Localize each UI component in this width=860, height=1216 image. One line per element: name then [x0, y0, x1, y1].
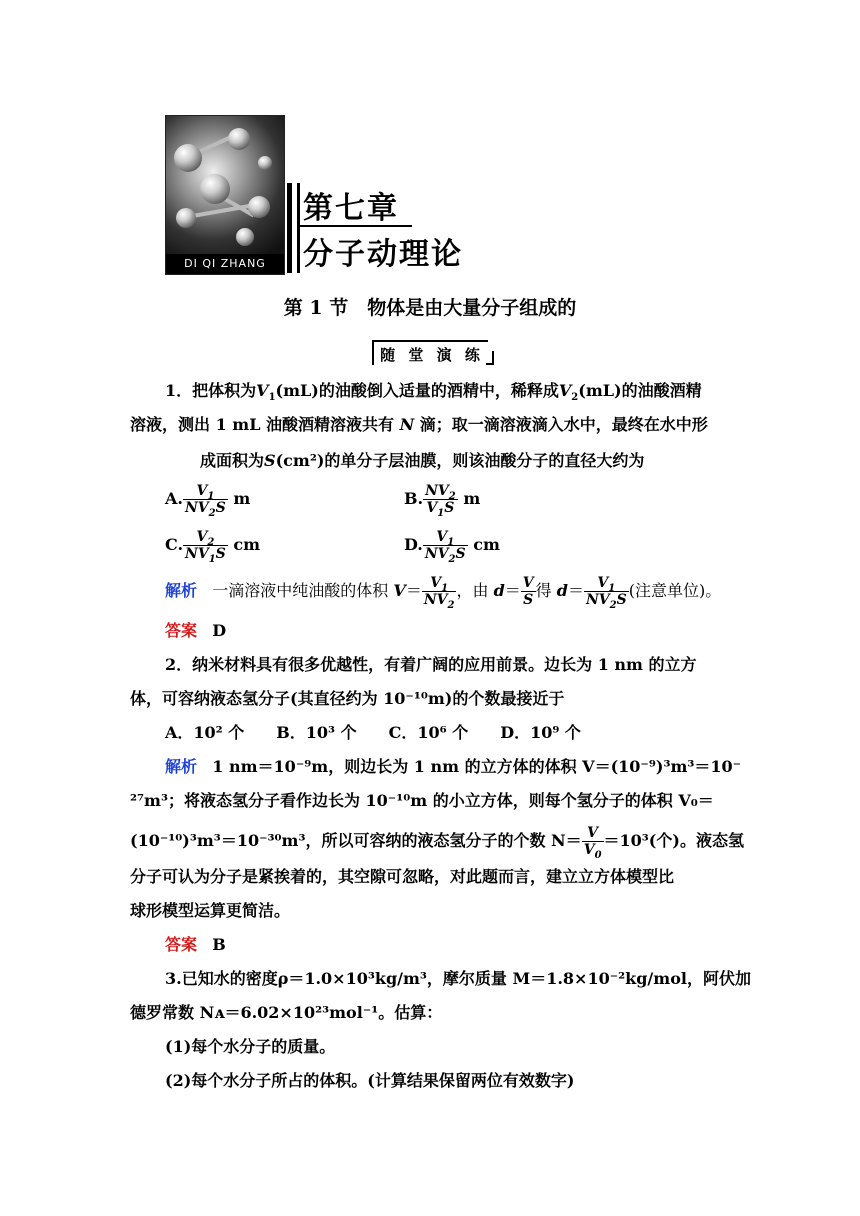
q2-stem-line1: 2．纳米材料具有很多优越性，有着广阔的应用前景。边长为 1 nm 的立方 — [165, 655, 697, 674]
q1-option-d: D. $\frac{V_1}{NV_2S}$ cm — [404, 529, 500, 565]
q1-option-a: A. $\frac{V_1}{NV_2S}$ m — [165, 483, 251, 519]
q1-analysis: 解析 一滴溶液中纯油酸的体积 V＝ $\frac{V_1}{NV_2}$ ，由 d＝ $\frac{V}{S}$ 得 d＝ $\frac{V_1}{NV_2S}$ (注意单位)。 — [165, 575, 722, 611]
q3-stem-line2: 德罗常数 Nᴀ＝6.02×10²³mol⁻¹。估算： — [130, 1003, 443, 1022]
chapter-subtitle: 分子动理论 — [303, 237, 463, 272]
q1-option-b: B. $\frac{NV_2}{V_1S}$ m — [404, 483, 481, 519]
q2-answer: 答案 B — [165, 935, 226, 954]
chapter-title: 第七章 — [303, 191, 399, 226]
q1-stem-line3: 成面积为S(cm²)的单分子层油膜，则该油酸分子的直径大约为 — [200, 451, 645, 470]
q1-stem-line2: 溶液，测出 1 mL 油酸酒精溶液共有 N 滴；取一滴溶液滴入水中，最终在水中形 — [130, 415, 708, 434]
q2-stem-line2: 体，可容纳液态氢分子(其直径约为 10⁻¹⁰m)的个数最接近于 — [130, 689, 565, 708]
q1-answer: 答案 D — [165, 621, 227, 640]
practice-label: 随 堂 演 练 — [0, 340, 860, 365]
q2-analysis-line1: 解析 1 nm＝10⁻⁹m，则边长为 1 nm 的立方体的体积 V＝(10⁻⁹)³m³＝10⁻ — [165, 757, 742, 776]
q2-analysis-line5: 球形模型运算更简洁。 — [130, 901, 291, 920]
q2-options: A．10² 个 B．10³ 个 C．10⁶ 个 D．10⁹ 个 — [165, 723, 581, 742]
analysis-label: 解析 — [165, 581, 198, 600]
q2-analysis-line4: 分子可认为分子是紧挨着的，其空隙可忽略，对此题而言，建立立方体模型比 — [130, 867, 675, 886]
chapter-banner — [165, 115, 475, 275]
q1-stem-line1: 1．把体积为$V_1(mL)$的油酸倒入适量的酒精中，稀释成$V_2(mL)$的油酸酒精 — [165, 381, 702, 404]
banner-caption: DI QI ZHANG — [166, 254, 284, 274]
q3-stem-line1: 3.已知水的密度ρ＝1.0×10³kg/m³，摩尔质量 M＝1.8×10⁻²kg/mol，阿伏加 — [165, 969, 751, 988]
q2-analysis-line3: (10⁻¹⁰)³m³＝10⁻³⁰m³，所以可容纳的液态氢分子的个数 N＝ $\frac{V}{V_0}$ ＝10³(个)。液态氢 — [130, 825, 744, 861]
q1-option-c: C. $\frac{V_2}{NV_1S}$ cm — [165, 529, 261, 565]
q3-sub1: (1)每个水分子的质量。 — [165, 1037, 336, 1056]
molecule-illustration — [165, 115, 285, 275]
q3-sub2: (2)每个水分子所占的体积。(计算结果保留两位有效数字) — [165, 1071, 575, 1090]
q2-analysis-line2: ²⁷m³；将液态氢分子看作边长为 10⁻¹⁰m 的小立方体，则每个氢分子的体积 V₀＝ — [130, 791, 714, 810]
section-title: 第 1 节 物体是由大量分子组成的 — [283, 297, 577, 319]
answer-label: 答案 — [165, 621, 198, 640]
